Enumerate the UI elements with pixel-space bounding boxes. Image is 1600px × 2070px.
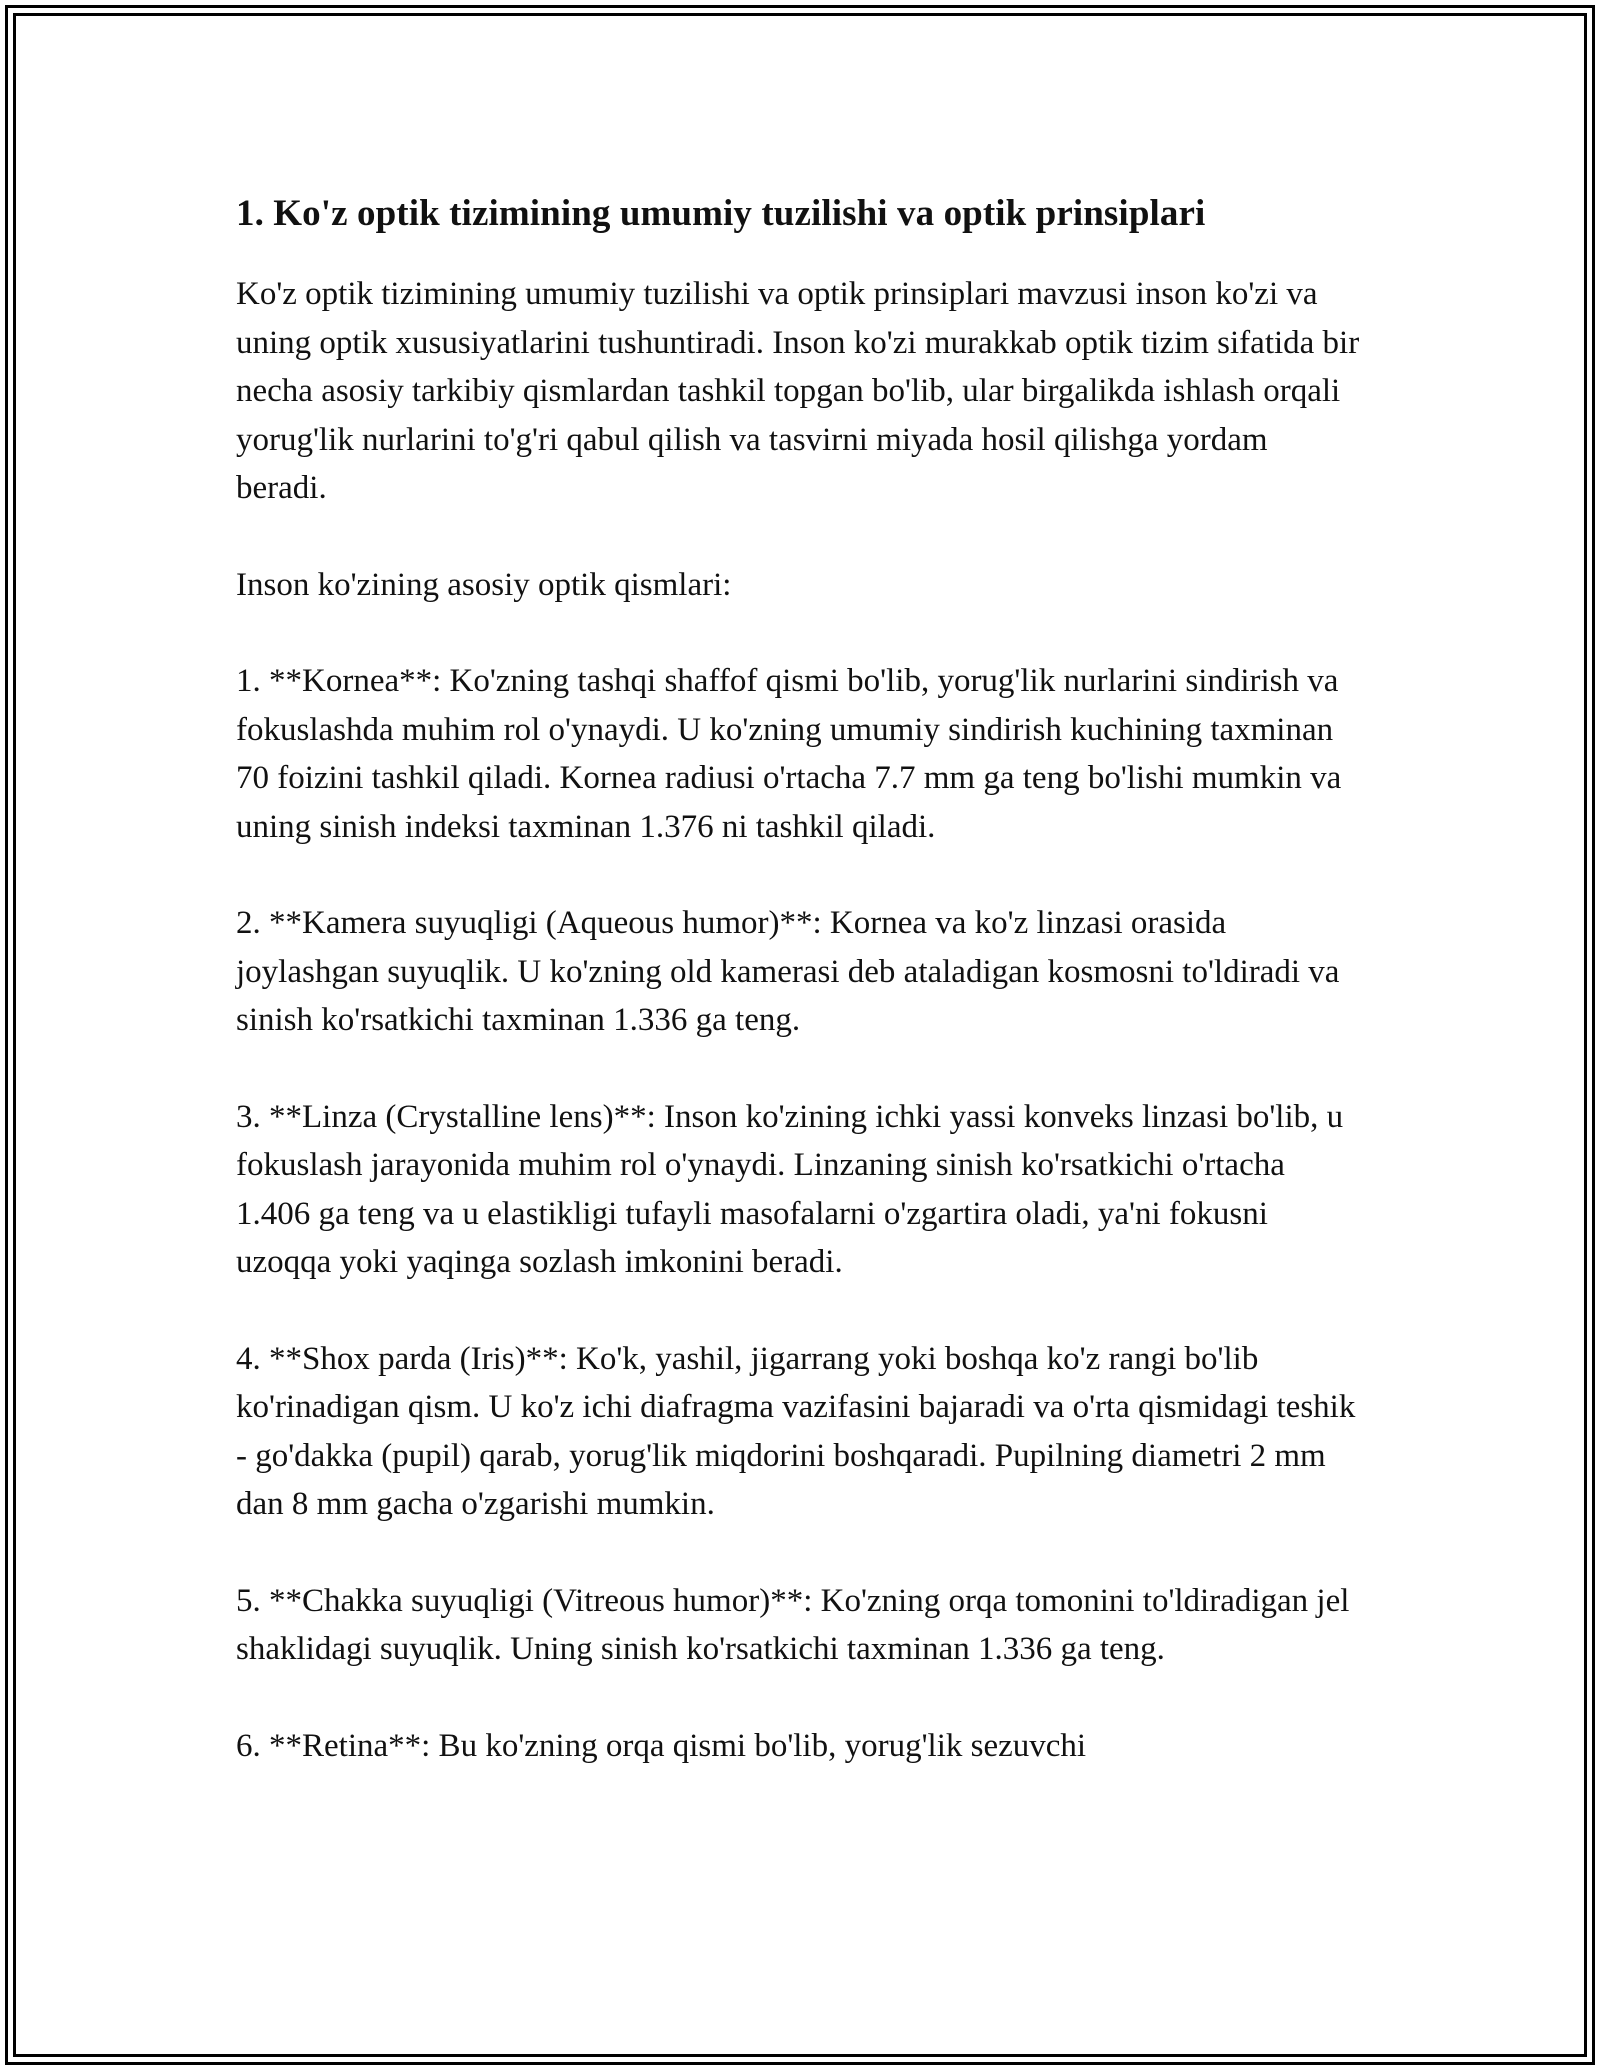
list-item-iris: 4. **Shox parda (Iris)**: Ko'k, yashil, jigarrang yoki boshqa ko'z rangi bo'lib ko'rinadigan qism. U ko'z ichi diafragma vazifasini bajaradi va o'rta qismidagi teshik - go'dakka (pupil) qarab, yorug'lik miqdorini boshqaradi. Pupilning diametri 2 mm dan 8 mm gacha o'zgarishi mumkin.: [236, 1340, 1356, 1522]
intro-paragraph: Ko'z optik tizimining umumiy tuzilishi va optik prinsiplari mavzusi inson ko'zi va uning optik xususiyatlarini tushuntiradi. Inson ko'zi murakkab optik tizim sifatida bir necha asosiy tarkibiy qismlardan tashkil topgan bo'lib, ular birgalikda ishlash orqali yorug'lik nurlarini to'g'ri qabul qilish va tasvirni miyada hosil qilishga yordam beradi.: [236, 276, 1360, 506]
list-item-crystalline-lens: 3. **Linza (Crystalline lens)**: Inson ko'zining ichki yassi konveks linzasi bo'lib, u fokuslash jarayonida muhim rol o'ynaydi. Linzaning sinish ko'rsatkichi o'rtacha 1.406 ga teng va u elastikligi tufayli masofalarni o'zgartira oladi, ya'ni fokusni uzoqqa yoki yaqinga sozlash imkonini beradi.: [236, 1098, 1344, 1280]
list-item-aqueous-humor: 2. **Kamera suyuqligi (Aqueous humor)**: Kornea va ko'z linzasi orasida joylashgan suyuqlik. U ko'zning old kamerasi deb ataladigan kosmosni to'ldiradi va sinish ko'rsatkichi taxminan 1.336 ga teng.: [236, 905, 1340, 1038]
document-body: [236, 188, 1366, 1818]
list-heading: Inson ko'zining asosiy optik qismlari:: [236, 566, 732, 603]
list-item-vitreous-humor: 5. **Chakka suyuqligi (Vitreous humor)**: Ko'zning orqa tomonini to'ldiradigan jel shaklidagi suyuqlik. Uning sinish ko'rsatkichi taxminan 1.336 ga teng.: [236, 1582, 1350, 1667]
list-item-kornea: 1. **Kornea**: Ko'zning tashqi shaffof qismi bo'lib, yorug'lik nurlarini sindirish va fokuslashda muhim rol o'ynaydi. U ko'zning umumiy sindirish kuchining taxminan 70 foizini tashkil qiladi. Kornea radiusi o'rtacha 7.7 mm ga teng bo'lishi mumkin va uning sinish indeksi taxminan 1.376 ni tashkil qiladi.: [236, 663, 1342, 845]
list-item-retina: 6. **Retina**: Bu ko'zning orqa qismi bo'lib, yorug'lik sezuvchi: [236, 1727, 1087, 1764]
section-title: 1. Ko'z optik tizimining umumiy tuzilishi va optik prinsiplari: [236, 193, 1206, 234]
